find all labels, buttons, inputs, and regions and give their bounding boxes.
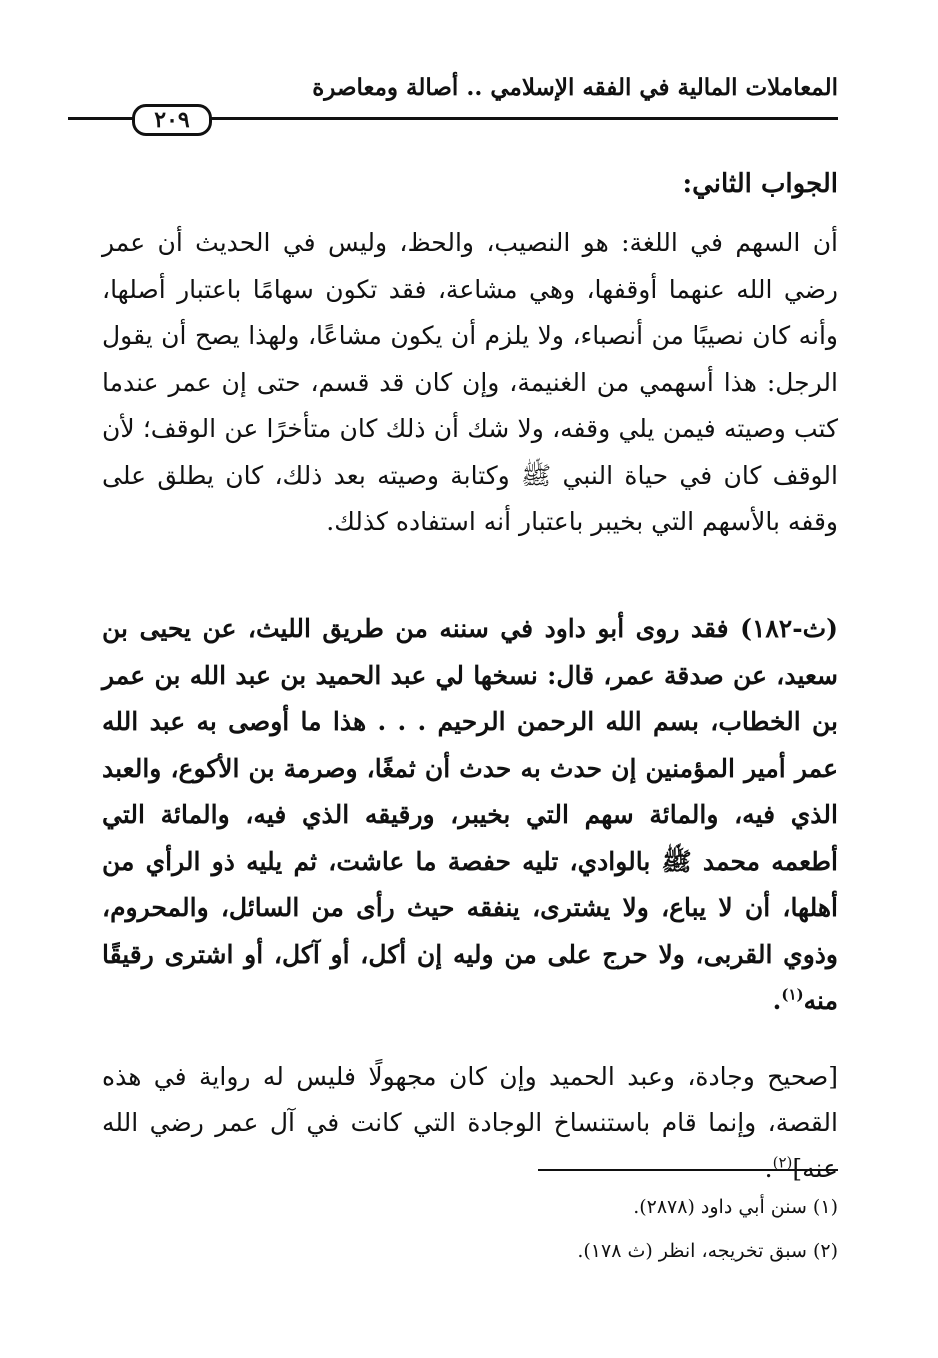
footnote-marker-2: (٢) [772, 1153, 793, 1172]
paragraph-3-grading [102, 1054, 838, 1192]
page-number: ٢٠٩ [132, 104, 212, 136]
paragraph-1: أن السهم في اللغة: هو النصيب، والحظ، وليس في الحديث أن عمر رضي الله عنهما أوقفها، وهي مشاعة، فقد تكون سهامًا باعتبار أصلها، وأنه كان نصيبًا من أنصباء، ولا يلزم أن يكون مشاعًا، ولهذا يصح أن يقول الرجل: هذا أسهمي من الغنيمة، وإن كان قد قسم، حتى إن عمر عندما كتب وصيته فيمن يلي وقفه، ولا شك أن ذلك كان متأخرًا عن الوقف؛ لأن الوقف كان في حياة النبي ﷺ وكتابة وصيته بعد ذلك، كان يطلق على وقفه بالأسهم التي بخيبر باعتبار أنه استفاده كذلك. [102, 228, 838, 536]
footnote-1: (١) سنن أبي داود (٢٨٧٨). [633, 1196, 838, 1218]
section-title: الجواب الثاني: [682, 169, 838, 199]
paragraph-2-text: (ث-١٨٢) فقد روى أبو داود في سننه من طريق الليث، عن يحيى بن سعيد، عن صدقة عمر، قال: نسخها لي عبد الحميد بن عبد الله بن عمر بن الخطاب، بسم الله الرحمن الرحيم . . . هذا ما أوصى به عبد الله عمر أمير المؤمنين إن حدث به حدث أن ثمغًا، وصرمة بن الأكوع، والعبد الذي فيه، والمائة سهم التي بخيبر، ورقيقه الذي فيه، والمائة التي أطعمه محمد ﷺ بالوادي، تليه حفصة ما عاشت، ثم يليه ذو الرأي من أهلها، أن لا يباع، ولا يشترى، ينفقه حيث رأى من السائل، والمحروم، وذوي القربى، ولا حرج على من وليه إن أكل، أو آكل، أو اشترى رقيقًا منه [102, 614, 838, 1015]
paragraph-2-hadith [102, 606, 838, 1025]
footnote-2: (٢) سبق تخريجه، انظر (ث ١٧٨). [577, 1240, 838, 1262]
running-title: المعاملات المالية في الفقه الإسلامي .. أصالة ومعاصرة [312, 74, 838, 101]
footnote-marker-1: (١) [781, 985, 804, 1004]
paragraph-3-text: [صحيح وجادة، وعبد الحميد وإن كان مجهولًا فليس له رواية في هذه القصة، وإنما قام باستنساخ الوجادة التي كانت في آل عمر رضي الله عنه] [102, 1062, 838, 1183]
paragraph-3-end: . [764, 1154, 773, 1183]
footnote-divider [538, 1169, 838, 1171]
paragraph-2-end: . [772, 986, 782, 1015]
